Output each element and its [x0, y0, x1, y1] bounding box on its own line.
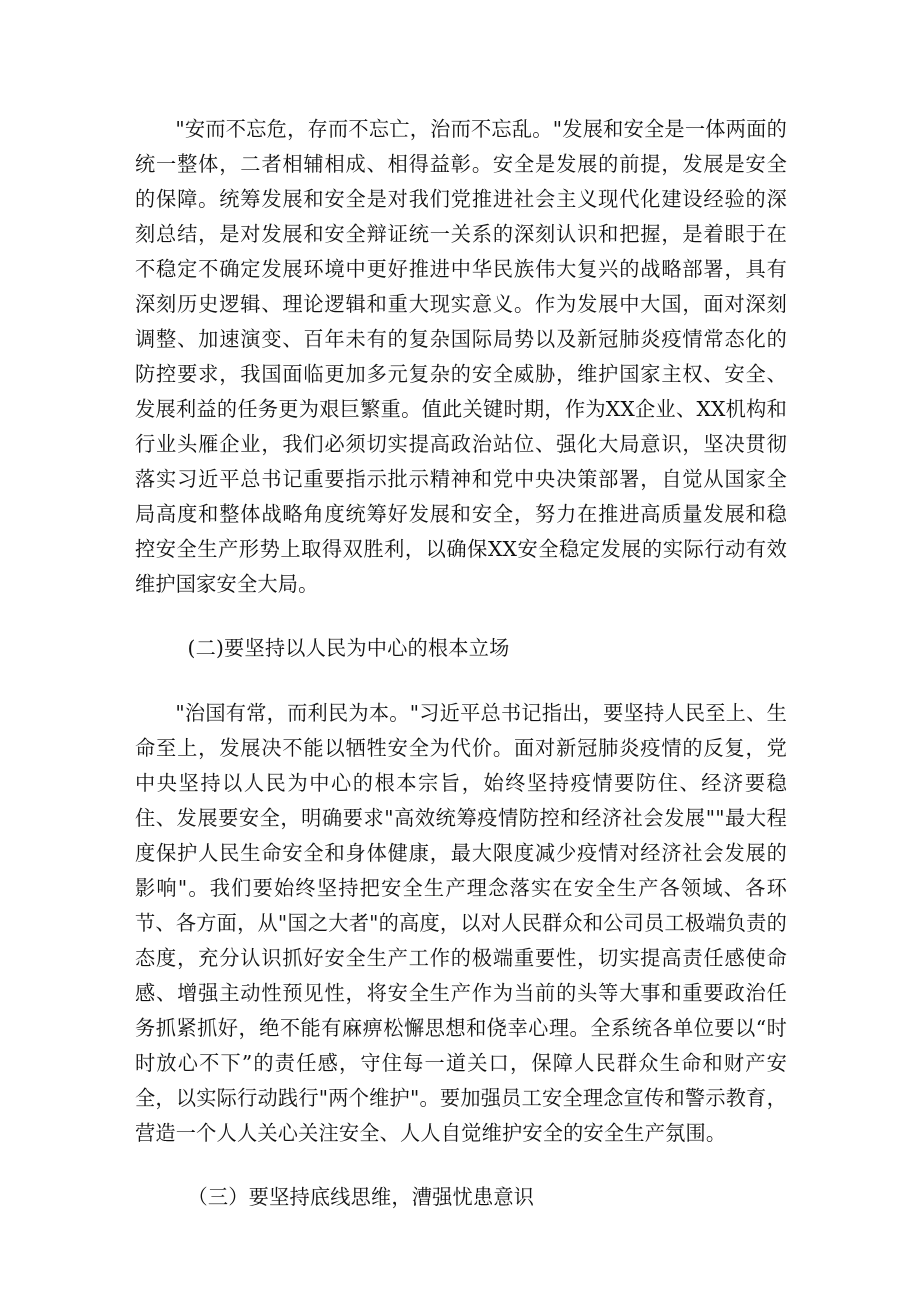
paragraph-spacer — [135, 602, 787, 631]
paragraph-spacer — [135, 666, 787, 696]
section-heading-bottom-line-thinking: （三）要坚持底线思维，漕强忧患意识 — [187, 1185, 535, 1209]
paragraph-people-first: "治国有常，而利民为本。"习近平总书记指出，要坚持人民至上、生命至上，发展决不能以牺牲安全为代价。面对新冠肺炎疫情的反复，党中央坚持以人民为中心的根本宗旨，始终坚持疫情要防住、经济要稳住、发展要安全，明确要求"高效统筹疫情防控和经济社会发展""最大程度保护人民生命安全和身体健康，最大限度减少疫情对经济社会发展的影响"。我们要始终坚持把安全生产理念落实在安全生产各领域、各环节、各方面，从"国之大者"的高度，以对人民群众和公司员工极端负责的态度，充分认识抓好安全生产工作的极端重要性，切实提高责任感使命感、增强主动性预见性，将安全生产作为当前的头等大事和重要政治任务抓紧抓好，绝不能有麻痹松懈思想和侥幸心理。全系统各单位要以“时时放心不下”的责任感，守住每一道关口，保障人民群众生命和财产安全，以实际行动践行"两个维护"。要加强员工安全理念宣传和警示教育，营造一个人人关心关注安全、人人自觉维护安全的安全生产氛围。 — [135, 701, 787, 1145]
paragraph-development-and-security: "安而不忘危，存而不忘亡，治而不忘乱。"发展和安全是一体两面的统一整体，二者相辅相成、相得益彰。安全是发展的前提，发展是安全的保障。统筹发展和安全是对我们党推进社会主义现代化建设经验的深刻总结，是对发展和安全辩证统一关系的深刻认识和把握，是着眼于在不稳定不确定发展环境中更好推进中华民族伟大复兴的战略部署，具有深刻历史逻辑、理论逻辑和重大现实意义。作为发展中大国，面对深刻调整、加速演变、百年未有的复杂国际局势以及新冠肺炎疫情常态化的防控要求，我国面临更加多元复杂的安全威胁，维护国家主权、安全、发展利益的任务更为艰巨繁重。值此关键时期，作为XX企业、XX机构和行业头雁企业，我们必须切实提高政治站位、强化大局意识，坚决贯彻落实习近平总书记重要指示批示精神和党中央决策部署，自觉从国家全局高度和整体战略角度统筹好发展和安全，努力在推进高质量发展和稳控安全生产形势上取得双胜利，以确保XX安全稳定发展的实际行动有效维护国家安全大局。 — [135, 117, 787, 596]
document-body — [135, 112, 787, 1215]
paragraph-spacer — [135, 1151, 787, 1180]
section-heading-people-centered: (二)要坚持以人民为中心的根本立场 — [187, 636, 510, 660]
